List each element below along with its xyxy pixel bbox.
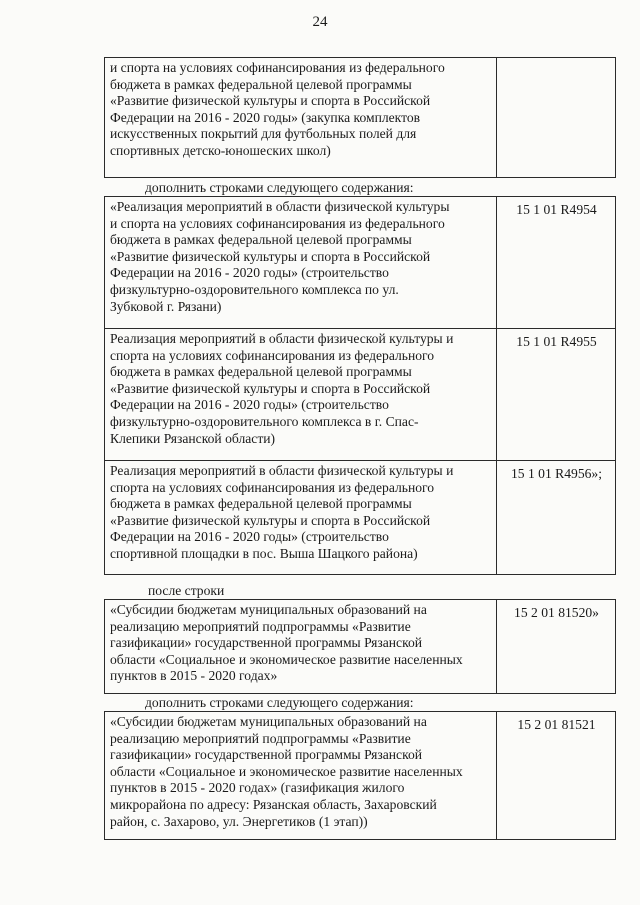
after-row-table bbox=[104, 599, 616, 694]
row-text: Реализация мероприятий в области физической культуры и спорта на условиях софинансирования из федерального бюджета в рамках федеральной целевой программы «Развитие физической культуры и спорта в Российской Федерации на 2016 - 2020 годы» (строительство физкультурно-оздоровительного комплекса в г. Спас- Клепики Рязанской области) bbox=[110, 331, 454, 446]
row-text-cell bbox=[105, 329, 497, 461]
instruction-add-rows: дополнить строками следующего содержания: bbox=[145, 180, 414, 195]
page-number: 24 bbox=[312, 14, 328, 30]
row-text: Реализация мероприятий в области физической культуры и спорта на условиях софинансирования из федерального бюджета в рамках федеральной целевой программы «Развитие физической культуры и спорта в Российской Федерации на 2016 - 2020 годы» (строительство спортивной площадки в пос. Выша Шацкого района) bbox=[110, 463, 454, 561]
row-text-cell bbox=[105, 197, 497, 329]
row-text: «Субсидии бюджетам муниципальных образований на реализацию мероприятий подпрограммы «Развитие газификации» государственной программы Рязанской области «Социальное и экономическое развитие населенных пунктов в 2015 - 2020 годах» bbox=[110, 602, 463, 684]
table-row bbox=[105, 329, 616, 461]
continued-table bbox=[104, 57, 616, 178]
row-text: «Реализация мероприятий в области физической культуры и спорта на условиях софинансирования из федерального бюджета в рамках федеральной целевой программы «Развитие физической культуры и спорта в Российской Федерации на 2016 - 2020 годы» (строительство физкультурно-оздоровительного комплекса по ул. Зубковой г. Рязани) bbox=[110, 199, 450, 314]
table-row bbox=[105, 712, 616, 840]
row-code-cell: 15 2 01 81520» bbox=[497, 600, 616, 694]
table-row bbox=[105, 600, 616, 694]
table-row bbox=[105, 461, 616, 575]
table-row bbox=[105, 58, 616, 178]
row-text-cell bbox=[105, 712, 497, 840]
row-text-cell bbox=[105, 461, 497, 575]
row-text-cell bbox=[105, 58, 497, 178]
row-text-cell bbox=[105, 600, 497, 694]
table-row bbox=[105, 197, 616, 329]
row-code-cell: 15 1 01 R4956»; bbox=[497, 461, 616, 575]
row-text: и спорта на условиях софинансирования из федерального бюджета в рамках федеральной целевой программы «Развитие физической культуры и спорта в Российской Федерации на 2016 - 2020 годы» (закупка комплектов искусственных покрытий для футбольных полей для спортивных детско-юношеских школ) bbox=[110, 60, 445, 158]
row-code-cell: 15 1 01 R4954 bbox=[497, 197, 616, 329]
row-text: «Субсидии бюджетам муниципальных образований на реализацию мероприятий подпрограммы «Развитие газификации» государственной программы Рязанской области «Социальное и экономическое развитие населенных пунктов в 2015 - 2020 годах» (газификация жилого микрорайона по адресу: Рязанская область, Захаровский район, с. Захарово, ул. Энергетиков (1 этап)) bbox=[110, 714, 463, 829]
row-code-cell bbox=[497, 58, 616, 178]
added-row-2-table bbox=[104, 711, 616, 840]
instruction-after-row: после строки bbox=[148, 583, 225, 598]
instruction-add-rows-2: дополнить строками следующего содержания: bbox=[145, 695, 414, 710]
row-code-cell: 15 1 01 R4955 bbox=[497, 329, 616, 461]
row-code-cell: 15 2 01 81521 bbox=[497, 712, 616, 840]
added-rows-table bbox=[104, 196, 616, 575]
